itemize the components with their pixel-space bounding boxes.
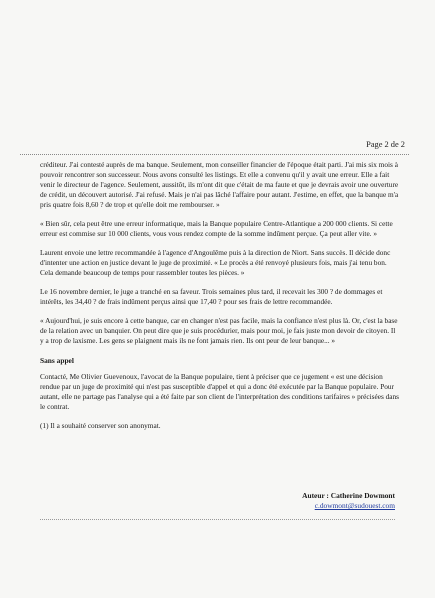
page-number: Page 2 de 2 xyxy=(366,140,405,149)
paragraph: Laurent envoie une lettre recommandée à l'agence d'Angoulême puis à la direction de Niort. Sans succès. Il décide donc d'intenter une action en justice devant le juge de proximité. « Le procès a été renvoyé plusieurs fois, mais j'ai tenu bon. Cela demande beaucoup de temps pour rassembler toutes les pièces. » xyxy=(40,248,391,277)
footnote: (1) Il a souhaité conserver son anonymat. xyxy=(40,421,161,430)
signature-block xyxy=(302,491,395,511)
paragraph: « Bien sûr, cela peut être une erreur informatique, mais la Banque populaire Centre-Atlantique a 200 000 clients. Si cette erreur est commise sur 10 000 clients, vous vous rendez compte de la somme indûment perçue. Ça peut aller vite. » xyxy=(40,219,393,238)
paragraph: Contacté, Me Olivier Guevenoux, l'avocat de la Banque populaire, tient à préciser que ce jugement « est une décision rendue par un juge de proximité qui n'est pas susceptible d'appel et qui a donc été exécutée par la Banque populaire. Pour autant, elle ne partage pas l'analyse qui a été faite par son client de l'interprétation des conditions tarifaires » précisées dans le contrat. xyxy=(40,372,400,411)
author-name: Auteur : Catherine Dowmont xyxy=(302,491,395,500)
author-email-link[interactable]: c.dowmont@sudouest.com xyxy=(314,501,395,510)
section-heading: Sans appel xyxy=(40,356,74,365)
top-divider xyxy=(20,154,409,155)
bottom-divider xyxy=(40,519,395,520)
paragraph: Le 16 novembre dernier, le juge a tranché en sa faveur. Trois semaines plus tard, il recevait les 300 ? de dommages et intérêts, les 34,40 ? de frais indûment perçus ainsi que 17,40 ? pour ses frais de lettre recommandée. xyxy=(40,287,383,306)
paragraph: « Aujourd'hui, je suis encore à cette banque, car en changer n'est pas facile, mais la confiance n'est plus là. Or, c'est la base de la relation avec un banquier. On peut dire que je suis procédurier, mais pour moi, je fais juste mon devoir de citoyen. Il y a trop de laxisme. Les gens se plaignent mais ils ne font jamais rien. Ils ont peur de leur banque... » xyxy=(40,316,398,345)
paragraph: créditeur. J'ai contesté auprès de ma banque. Seulement, mon conseiller financier de l'époque était parti. J'ai mis six mois à pouvoir rencontrer son successeur. Nous avons consulté les listings. Et elle a convenu qu'il y avait une erreur. Elle a fait venir le directeur de l'agence. Seulement, aussitôt, ils m'ont dit que c'était de ma faute et que je devrais avoir une ouverture de crédit, un découvert autorisé. J'ai refusé. Mais je n'ai pas lâché l'affaire pour autant. J'estime, en effet, que la banque m'a pris quatre fois 8,60 ? de trop et qu'elle doit me rembourser. » xyxy=(40,160,399,209)
article-body xyxy=(40,160,400,440)
